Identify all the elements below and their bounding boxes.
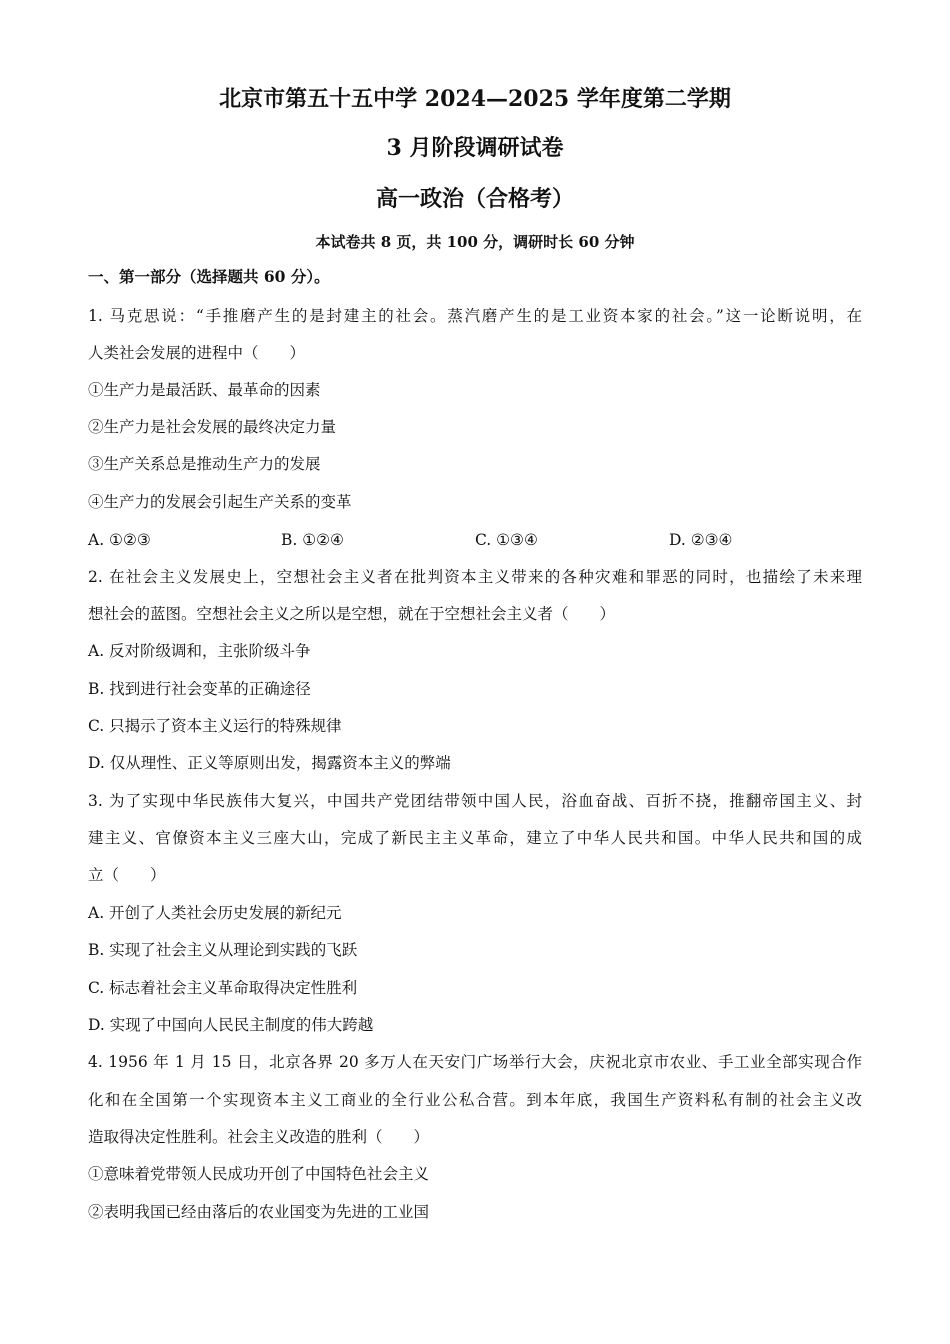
q1-option-d: D. ②③④ xyxy=(669,531,733,549)
q1-item: ②生产力是社会发展的最终决定力量 xyxy=(88,418,337,436)
q3-stem-line: 建主义、官僚资本主义三座大山，完成了新民主主义革命，建立了中华人民共和国。中华人民共和国的成 xyxy=(88,829,862,847)
q4-stem-line: 化和在全国第一个实现资本主义工商业的全行业公私合营。到本年底，我国生产资料私有制的社会主义改 xyxy=(88,1091,862,1109)
q3-option-c: C. 标志着社会主义革命取得决定性胜利 xyxy=(88,979,358,997)
q2-stem-line: 2. 在社会主义发展史上，空想社会主义者在批判资本主义带来的各种灾难和罪恶的同时，也描绘了未来理 xyxy=(88,568,862,586)
q2-stem-line: 想社会的蓝图。空想社会主义之所以是空想，就在于空想社会主义者（ ） xyxy=(88,605,616,623)
q3-option-d: D. 实现了中国向人民民主制度的伟大跨越 xyxy=(88,1016,374,1034)
q1-item: ③生产关系总是推动生产力的发展 xyxy=(88,455,321,473)
q1-stem-line: 人类社会发展的进程中（ ） xyxy=(88,344,306,362)
exam-title-school: 北京市第五十五中学 2024—2025 学年度第二学期 xyxy=(219,86,731,112)
q2-option-a: A. 反对阶级调和，主张阶级斗争 xyxy=(88,642,311,660)
q3-stem-line: 3. 为了实现中华民族伟大复兴，中国共产党团结带领中国人民，浴血奋战、百折不挠，推翻帝国主义、封 xyxy=(88,792,862,810)
q2-option-d: D. 仅从理性、正义等原则出发，揭露资本主义的弊端 xyxy=(88,754,451,772)
q4-item: ②表明我国已经由落后的农业国变为先进的工业国 xyxy=(88,1203,430,1221)
exam-title-subject: 高一政治（合格考） xyxy=(375,186,574,212)
q1-item: ④生产力的发展会引起生产关系的变革 xyxy=(88,493,352,511)
q3-option-b: B. 实现了社会主义从理论到实践的飞跃 xyxy=(88,941,358,959)
q4-stem-line: 4. 1956 年 1 月 15 日，北京各界 20 多万人在天安门广场举行大会，庆祝北京市农业、手工业全部实现合作 xyxy=(88,1053,862,1071)
q4-stem-line: 造取得决定性胜利。社会主义改造的胜利（ ） xyxy=(88,1128,430,1146)
q1-item: ①生产力是最活跃、最革命的因素 xyxy=(88,381,321,399)
exam-info: 本试卷共 8 页，共 100 分，调研时长 60 分钟 xyxy=(315,233,635,251)
q2-option-c: C. 只揭示了资本主义运行的特殊规律 xyxy=(88,717,342,735)
q4-item: ①意味着党带领人民成功开创了中国特色社会主义 xyxy=(88,1165,430,1183)
q1-stem-line: 1. 马克思说：“手推磨产生的是封建主的社会。蒸汽磨产生的是工业资本家的社会。”这一论断说明，在 xyxy=(88,307,862,325)
q1-option-a: A. ①②③ xyxy=(88,531,151,549)
q3-option-a: A. 开创了人类社会历史发展的新纪元 xyxy=(88,904,342,922)
q1-option-b: B. ①②④ xyxy=(281,531,344,549)
q1-option-c: C. ①③④ xyxy=(475,531,538,549)
exam-title-name: 3 月阶段调研试卷 xyxy=(386,135,564,161)
section-heading: 一、第一部分（选择题共 60 分）。 xyxy=(88,267,330,286)
q2-option-b: B. 找到进行社会变革的正确途径 xyxy=(88,680,311,698)
q3-stem-line: 立（ ） xyxy=(88,866,166,884)
